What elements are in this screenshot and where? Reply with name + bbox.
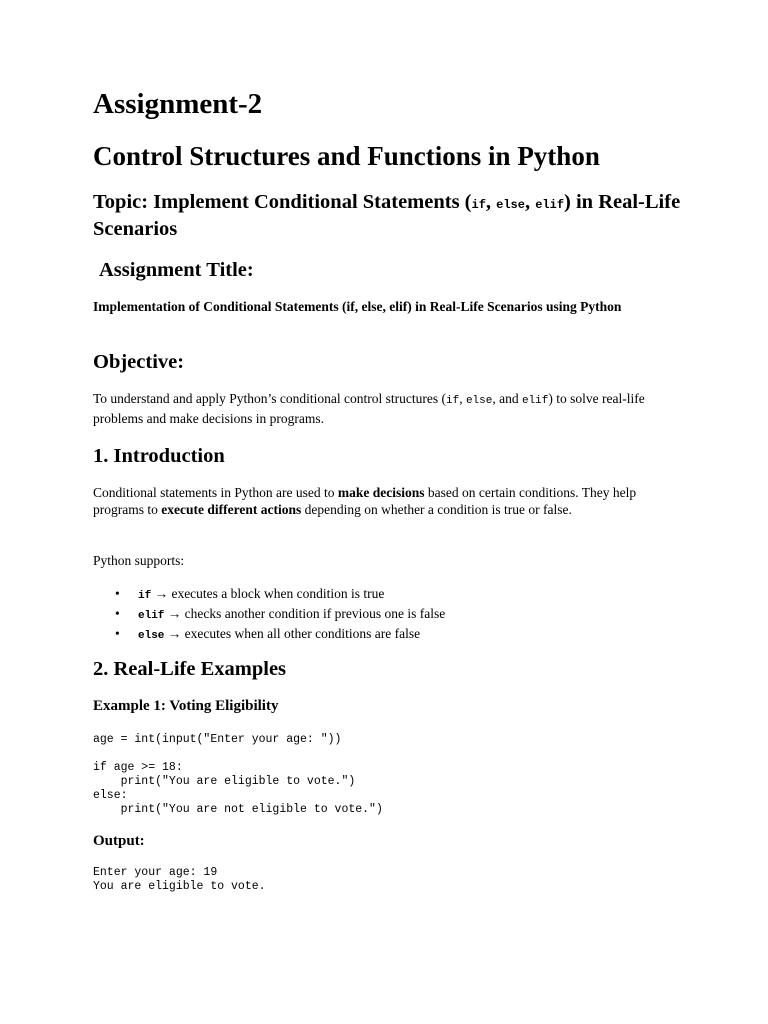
list-item <box>93 585 445 605</box>
example-1-heading: Example 1: Voting Eligibility <box>93 698 279 714</box>
topic-keyword-else: else <box>496 198 525 212</box>
output-heading: Output: <box>93 833 145 849</box>
bullet-text: → executes when all other conditions are false <box>164 626 421 641</box>
objective-text-before: To understand and apply Python’s conditional control structures ( <box>93 391 446 406</box>
bullet-dot-icon: • <box>115 626 120 641</box>
intro-text-a: Conditional statements in Python are used to <box>93 485 338 500</box>
python-supports-text: Python supports: <box>93 553 185 568</box>
list-item <box>93 625 445 645</box>
topic-comma-2: , <box>524 191 536 213</box>
objective-comma-1: , <box>459 391 466 406</box>
bullet-keyword: else <box>138 630 165 642</box>
document-subtitle: Control Structures and Functions in Python <box>93 141 600 171</box>
assignment-title-text: Implementation of Conditional Statements (if, else, elif) in Real-Life Scenarios using Python <box>93 299 622 314</box>
bullet-dot-icon: • <box>115 606 120 621</box>
document-title: Assignment-2 <box>93 88 263 120</box>
topic-suffix: ) in Real-Life Scenarios <box>93 191 681 240</box>
example-1-code-block: age = int(input("Enter your age: ")) if age >= 18: print("You are eligible to vote.") else: print("You are not eligible to vote.") <box>93 733 383 816</box>
list-item <box>93 605 445 625</box>
topic-keyword-elif: elif <box>535 198 565 212</box>
objective-keyword-else: else <box>465 395 493 407</box>
intro-bold-execute-actions: execute different actions <box>161 502 302 517</box>
keyword-bullet-list <box>93 585 445 645</box>
introduction-heading: 1. Introduction <box>93 445 225 467</box>
intro-text-c: based on certain conditions. They help programs to <box>93 485 637 517</box>
objective-and: , and <box>492 391 522 406</box>
topic-keyword-if: if <box>471 198 486 212</box>
objective-keyword-elif: elif <box>521 395 549 407</box>
output-code-block: Enter your age: 19 You are eligible to vote. <box>93 866 266 893</box>
bullet-keyword: elif <box>138 610 165 622</box>
objective-text <box>93 390 683 428</box>
bullet-keyword: if <box>138 590 152 602</box>
objective-keyword-if: if <box>446 395 460 407</box>
examples-heading: 2. Real-Life Examples <box>93 658 287 680</box>
bullet-text: → checks another condition if previous one is false <box>164 606 446 621</box>
topic-heading <box>93 190 693 241</box>
topic-prefix: Topic: Implement Conditional Statements ( <box>93 191 472 213</box>
intro-text-e: depending on whether a condition is true or false. <box>301 502 572 517</box>
intro-bold-make-decisions: make decisions <box>337 485 425 500</box>
topic-comma-1: , <box>485 191 497 213</box>
objective-heading: Objective: <box>93 351 185 373</box>
assignment-title-heading: Assignment Title: <box>99 259 254 281</box>
bullet-text: → executes a block when condition is true <box>151 586 385 601</box>
objective-text-after: ) to solve real-life problems and make decisions in programs. <box>93 391 645 426</box>
introduction-paragraph <box>93 484 683 518</box>
bullet-dot-icon: • <box>115 586 120 601</box>
